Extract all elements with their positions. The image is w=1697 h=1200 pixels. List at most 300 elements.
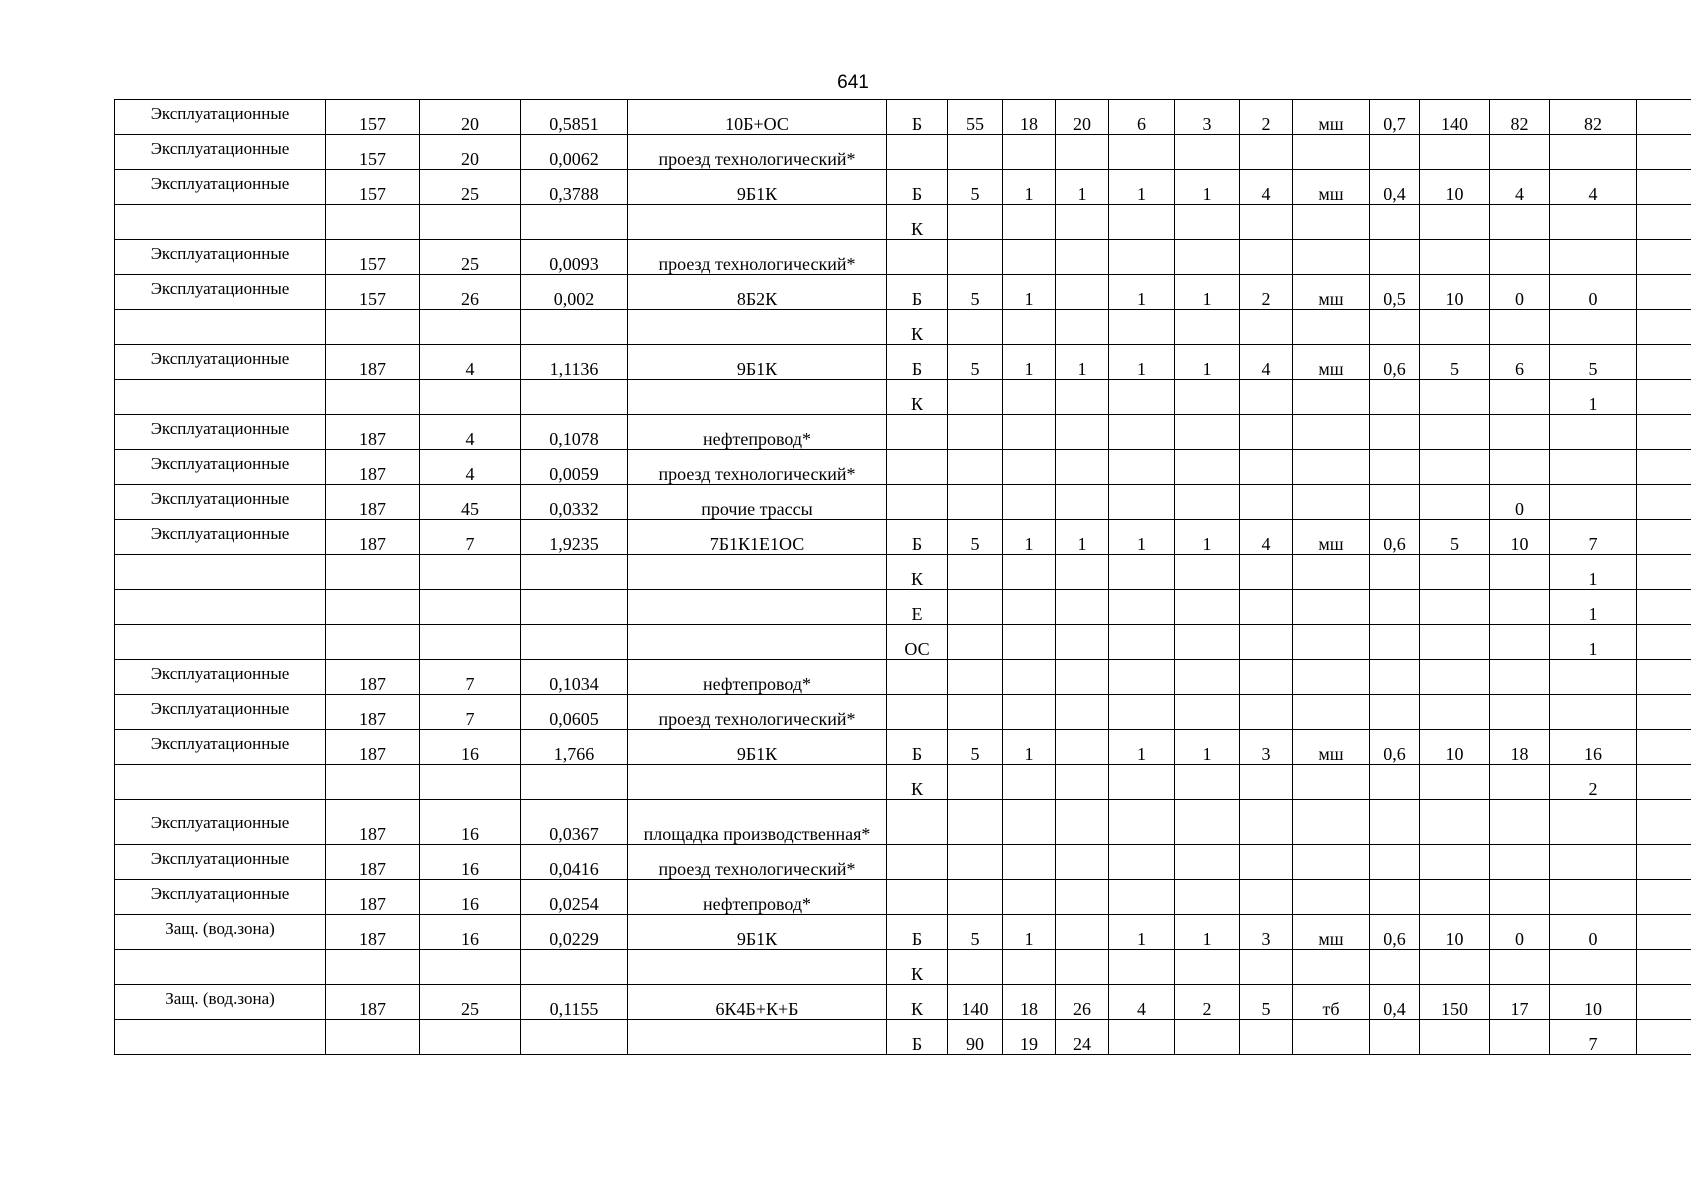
cell-age-class (1109, 845, 1175, 880)
cell-site-class (1240, 845, 1293, 880)
cell-density: 0,6 (1370, 345, 1420, 380)
cell-quarter: 187 (326, 485, 420, 520)
cell-stock-species (1550, 450, 1637, 485)
cell-density (1370, 555, 1420, 590)
cell-age: 5 (948, 730, 1003, 765)
cell-stock-species (1550, 205, 1637, 240)
cell-category: Эксплуатационные (115, 170, 326, 205)
cell-area (521, 310, 628, 345)
cell-plot: 16 (420, 730, 521, 765)
cell-diameter (1056, 765, 1109, 800)
cell-category: Эксплуатационные (115, 345, 326, 380)
cell-category (115, 625, 326, 660)
cell-quarter (326, 555, 420, 590)
cell-age: 140 (948, 985, 1003, 1020)
cell-age (948, 415, 1003, 450)
cell-stock (1420, 485, 1490, 520)
table-row (115, 555, 1691, 590)
cell-diameter (1056, 660, 1109, 695)
cell-stock-total (1490, 880, 1550, 915)
cell-bonitet (1175, 240, 1240, 275)
cell-bonitet: 1 (1175, 170, 1240, 205)
cell-site-class: 5 (1240, 985, 1293, 1020)
cell-age-class: 6 (1109, 100, 1175, 135)
cell-height: 18 (1003, 985, 1056, 1020)
cell-density (1370, 695, 1420, 730)
cell-stock-species (1550, 135, 1637, 170)
cell-composition (628, 950, 887, 985)
cell-diameter: 1 (1056, 345, 1109, 380)
cell-quarter: 187 (326, 880, 420, 915)
cell-composition (628, 205, 887, 240)
cell-extra (1637, 415, 1691, 450)
cell-quarter (326, 205, 420, 240)
cell-composition: 9Б1К (628, 915, 887, 950)
cell-plot: 16 (420, 845, 521, 880)
cell-composition: 7Б1К1Е1ОС (628, 520, 887, 555)
table-row (115, 100, 1691, 135)
cell-extra (1637, 765, 1691, 800)
cell-species (887, 415, 948, 450)
cell-quarter: 187 (326, 345, 420, 380)
cell-stock-total (1490, 450, 1550, 485)
cell-stock (1420, 845, 1490, 880)
table-row (115, 240, 1691, 275)
cell-quarter: 187 (326, 985, 420, 1020)
cell-age-class (1109, 555, 1175, 590)
cell-category (115, 555, 326, 590)
cell-age-class: 1 (1109, 275, 1175, 310)
cell-stock-species (1550, 310, 1637, 345)
cell-extra (1637, 275, 1691, 310)
page-number: 641 (837, 72, 869, 93)
cell-extra (1637, 880, 1691, 915)
cell-composition: площадка производственная* (628, 800, 887, 845)
cell-age (948, 310, 1003, 345)
cell-composition: 8Б2К (628, 275, 887, 310)
cell-area: 0,1078 (521, 415, 628, 450)
cell-height: 1 (1003, 520, 1056, 555)
cell-density (1370, 380, 1420, 415)
table-row (115, 800, 1691, 845)
cell-density: 0,7 (1370, 100, 1420, 135)
cell-age-class: 1 (1109, 730, 1175, 765)
cell-density: 0,4 (1370, 985, 1420, 1020)
cell-composition: нефтепровод* (628, 880, 887, 915)
cell-extra (1637, 135, 1691, 170)
cell-diameter: 26 (1056, 985, 1109, 1020)
cell-composition: проезд технологический* (628, 845, 887, 880)
table-row (115, 950, 1691, 985)
cell-forest-type: мш (1293, 730, 1370, 765)
cell-forest-type (1293, 240, 1370, 275)
cell-area: 0,0093 (521, 240, 628, 275)
cell-species: ОС (887, 625, 948, 660)
cell-stock (1420, 590, 1490, 625)
cell-site-class: 3 (1240, 730, 1293, 765)
cell-stock-total (1490, 590, 1550, 625)
cell-area: 1,766 (521, 730, 628, 765)
cell-stock (1420, 765, 1490, 800)
cell-category: Эксплуатационные (115, 800, 326, 845)
cell-species: Б (887, 730, 948, 765)
cell-species: К (887, 765, 948, 800)
cell-quarter (326, 1020, 420, 1055)
cell-plot (420, 1020, 521, 1055)
cell-category: Эксплуатационные (115, 660, 326, 695)
cell-age-class (1109, 880, 1175, 915)
cell-site-class (1240, 590, 1293, 625)
cell-diameter (1056, 845, 1109, 880)
cell-stock-total: 17 (1490, 985, 1550, 1020)
cell-stock (1420, 950, 1490, 985)
cell-forest-type: мш (1293, 520, 1370, 555)
cell-bonitet: 3 (1175, 100, 1240, 135)
cell-age (948, 950, 1003, 985)
cell-density (1370, 800, 1420, 845)
cell-stock-total: 0 (1490, 275, 1550, 310)
cell-plot: 16 (420, 915, 521, 950)
cell-plot: 4 (420, 345, 521, 380)
cell-area: 0,5851 (521, 100, 628, 135)
cell-forest-type (1293, 695, 1370, 730)
cell-category: Эксплуатационные (115, 240, 326, 275)
cell-stock-total (1490, 1020, 1550, 1055)
cell-diameter: 24 (1056, 1020, 1109, 1055)
cell-height (1003, 380, 1056, 415)
table-row (115, 695, 1691, 730)
cell-height: 1 (1003, 170, 1056, 205)
cell-diameter (1056, 135, 1109, 170)
cell-stock-species: 2 (1550, 765, 1637, 800)
cell-diameter: 1 (1056, 170, 1109, 205)
cell-quarter (326, 950, 420, 985)
cell-age (948, 845, 1003, 880)
cell-extra (1637, 555, 1691, 590)
cell-age (948, 695, 1003, 730)
cell-area (521, 1020, 628, 1055)
cell-diameter (1056, 915, 1109, 950)
cell-composition: нефтепровод* (628, 415, 887, 450)
cell-density (1370, 485, 1420, 520)
cell-bonitet (1175, 765, 1240, 800)
cell-quarter: 157 (326, 240, 420, 275)
cell-stock-total (1490, 800, 1550, 845)
cell-forest-type (1293, 1020, 1370, 1055)
cell-stock (1420, 380, 1490, 415)
cell-forest-type (1293, 660, 1370, 695)
cell-bonitet: 1 (1175, 730, 1240, 765)
cell-stock-species: 16 (1550, 730, 1637, 765)
cell-area (521, 765, 628, 800)
cell-site-class (1240, 310, 1293, 345)
cell-density (1370, 310, 1420, 345)
cell-composition: нефтепровод* (628, 660, 887, 695)
cell-stock-total: 0 (1490, 915, 1550, 950)
cell-plot: 7 (420, 520, 521, 555)
cell-category: Защ. (вод.зона) (115, 915, 326, 950)
cell-category: Защ. (вод.зона) (115, 985, 326, 1020)
cell-stock-total (1490, 310, 1550, 345)
cell-bonitet (1175, 205, 1240, 240)
cell-age: 5 (948, 520, 1003, 555)
cell-density (1370, 1020, 1420, 1055)
cell-plot (420, 765, 521, 800)
cell-stock-species (1550, 950, 1637, 985)
cell-stock-species (1550, 845, 1637, 880)
cell-composition: 6К4Б+К+Б (628, 985, 887, 1020)
forest-inventory-table (114, 99, 1691, 1055)
cell-species (887, 880, 948, 915)
table-row (115, 985, 1691, 1020)
cell-age-class (1109, 380, 1175, 415)
cell-bonitet (1175, 845, 1240, 880)
cell-composition (628, 625, 887, 660)
cell-stock-species (1550, 880, 1637, 915)
cell-forest-type (1293, 310, 1370, 345)
cell-quarter: 187 (326, 730, 420, 765)
cell-area: 0,0254 (521, 880, 628, 915)
cell-category (115, 590, 326, 625)
cell-stock (1420, 800, 1490, 845)
cell-bonitet (1175, 660, 1240, 695)
cell-stock-species: 1 (1550, 625, 1637, 660)
cell-height: 19 (1003, 1020, 1056, 1055)
cell-diameter (1056, 415, 1109, 450)
cell-quarter: 157 (326, 170, 420, 205)
cell-area: 0,0062 (521, 135, 628, 170)
cell-site-class: 3 (1240, 915, 1293, 950)
cell-bonitet (1175, 555, 1240, 590)
cell-composition: 9Б1К (628, 170, 887, 205)
cell-site-class (1240, 1020, 1293, 1055)
cell-density: 0,5 (1370, 275, 1420, 310)
cell-age-class (1109, 310, 1175, 345)
cell-plot (420, 625, 521, 660)
cell-extra (1637, 625, 1691, 660)
cell-quarter (326, 590, 420, 625)
cell-stock-species: 7 (1550, 1020, 1637, 1055)
cell-stock-total (1490, 625, 1550, 660)
cell-stock: 150 (1420, 985, 1490, 1020)
table-row (115, 1020, 1691, 1055)
cell-extra (1637, 450, 1691, 485)
cell-age-class: 1 (1109, 345, 1175, 380)
cell-stock-total (1490, 205, 1550, 240)
cell-age-class (1109, 205, 1175, 240)
cell-height (1003, 205, 1056, 240)
cell-stock: 5 (1420, 520, 1490, 555)
cell-quarter: 187 (326, 415, 420, 450)
cell-forest-type (1293, 555, 1370, 590)
cell-category (115, 205, 326, 240)
cell-diameter (1056, 800, 1109, 845)
cell-height: 1 (1003, 345, 1056, 380)
cell-stock (1420, 625, 1490, 660)
table-body (115, 100, 1691, 1055)
cell-bonitet (1175, 450, 1240, 485)
cell-plot: 20 (420, 100, 521, 135)
cell-bonitet (1175, 590, 1240, 625)
cell-category: Эксплуатационные (115, 520, 326, 555)
cell-category: Эксплуатационные (115, 695, 326, 730)
cell-plot (420, 950, 521, 985)
cell-stock-total (1490, 695, 1550, 730)
cell-quarter: 187 (326, 520, 420, 555)
cell-density (1370, 590, 1420, 625)
cell-plot: 45 (420, 485, 521, 520)
cell-bonitet (1175, 625, 1240, 660)
cell-diameter: 1 (1056, 520, 1109, 555)
cell-bonitet: 1 (1175, 915, 1240, 950)
cell-stock-species: 0 (1550, 915, 1637, 950)
cell-plot: 7 (420, 695, 521, 730)
cell-extra (1637, 915, 1691, 950)
cell-stock (1420, 450, 1490, 485)
cell-extra (1637, 485, 1691, 520)
cell-species: К (887, 950, 948, 985)
cell-age-class (1109, 625, 1175, 660)
cell-density (1370, 625, 1420, 660)
table-row (115, 520, 1691, 555)
cell-stock (1420, 135, 1490, 170)
cell-forest-type (1293, 205, 1370, 240)
cell-category: Эксплуатационные (115, 485, 326, 520)
cell-extra (1637, 845, 1691, 880)
cell-site-class (1240, 485, 1293, 520)
cell-species: Б (887, 520, 948, 555)
cell-age-class (1109, 1020, 1175, 1055)
cell-stock: 10 (1420, 730, 1490, 765)
cell-density (1370, 240, 1420, 275)
cell-site-class (1240, 765, 1293, 800)
cell-age-class (1109, 415, 1175, 450)
cell-diameter (1056, 555, 1109, 590)
cell-forest-type (1293, 415, 1370, 450)
cell-extra (1637, 345, 1691, 380)
cell-diameter (1056, 310, 1109, 345)
cell-plot: 16 (420, 800, 521, 845)
cell-category (115, 765, 326, 800)
cell-area: 0,3788 (521, 170, 628, 205)
cell-bonitet: 1 (1175, 520, 1240, 555)
cell-height (1003, 240, 1056, 275)
cell-quarter: 187 (326, 800, 420, 845)
cell-species: Б (887, 100, 948, 135)
cell-height (1003, 135, 1056, 170)
cell-age: 5 (948, 170, 1003, 205)
cell-stock-total (1490, 845, 1550, 880)
table-row (115, 590, 1691, 625)
cell-plot (420, 590, 521, 625)
cell-forest-type: мш (1293, 170, 1370, 205)
cell-age-class (1109, 800, 1175, 845)
cell-site-class: 2 (1240, 275, 1293, 310)
cell-site-class (1240, 800, 1293, 845)
cell-stock-species: 4 (1550, 170, 1637, 205)
cell-diameter (1056, 730, 1109, 765)
cell-age (948, 380, 1003, 415)
cell-age-class (1109, 135, 1175, 170)
cell-category (115, 950, 326, 985)
table-row (115, 205, 1691, 240)
cell-site-class (1240, 950, 1293, 985)
cell-quarter (326, 625, 420, 660)
cell-plot: 16 (420, 880, 521, 915)
cell-age (948, 800, 1003, 845)
cell-composition: 9Б1К (628, 345, 887, 380)
cell-height (1003, 800, 1056, 845)
cell-density (1370, 950, 1420, 985)
cell-site-class (1240, 555, 1293, 590)
cell-quarter (326, 380, 420, 415)
cell-quarter: 187 (326, 660, 420, 695)
cell-stock (1420, 660, 1490, 695)
table-row (115, 625, 1691, 660)
cell-bonitet (1175, 950, 1240, 985)
cell-density: 0,6 (1370, 520, 1420, 555)
cell-composition: проезд технологический* (628, 695, 887, 730)
cell-diameter (1056, 380, 1109, 415)
cell-stock-total: 0 (1490, 485, 1550, 520)
cell-stock-species: 1 (1550, 380, 1637, 415)
cell-age (948, 485, 1003, 520)
cell-category (115, 310, 326, 345)
cell-site-class (1240, 625, 1293, 660)
cell-stock (1420, 695, 1490, 730)
cell-stock-total: 4 (1490, 170, 1550, 205)
cell-area: 0,0229 (521, 915, 628, 950)
cell-height: 1 (1003, 915, 1056, 950)
cell-composition (628, 555, 887, 590)
cell-bonitet: 1 (1175, 275, 1240, 310)
cell-species: Б (887, 170, 948, 205)
cell-species: Б (887, 345, 948, 380)
cell-category: Эксплуатационные (115, 415, 326, 450)
cell-stock-total (1490, 135, 1550, 170)
cell-composition: проезд технологический* (628, 450, 887, 485)
cell-age-class (1109, 450, 1175, 485)
cell-forest-type (1293, 800, 1370, 845)
table-row (115, 730, 1691, 765)
cell-area: 0,0605 (521, 695, 628, 730)
cell-stock-species: 0 (1550, 275, 1637, 310)
cell-quarter: 157 (326, 100, 420, 135)
table-row (115, 485, 1691, 520)
cell-plot (420, 310, 521, 345)
cell-age: 5 (948, 345, 1003, 380)
cell-stock-total (1490, 380, 1550, 415)
cell-diameter (1056, 880, 1109, 915)
cell-extra (1637, 800, 1691, 845)
cell-stock (1420, 1020, 1490, 1055)
cell-age-class (1109, 765, 1175, 800)
cell-area: 0,002 (521, 275, 628, 310)
cell-age (948, 135, 1003, 170)
table-row (115, 170, 1691, 205)
cell-extra (1637, 205, 1691, 240)
cell-site-class: 4 (1240, 170, 1293, 205)
cell-stock (1420, 555, 1490, 590)
cell-bonitet (1175, 695, 1240, 730)
cell-stock (1420, 415, 1490, 450)
cell-stock-species: 7 (1550, 520, 1637, 555)
cell-site-class: 4 (1240, 520, 1293, 555)
cell-age: 5 (948, 915, 1003, 950)
cell-extra (1637, 660, 1691, 695)
cell-plot: 25 (420, 985, 521, 1020)
cell-age-class: 1 (1109, 915, 1175, 950)
